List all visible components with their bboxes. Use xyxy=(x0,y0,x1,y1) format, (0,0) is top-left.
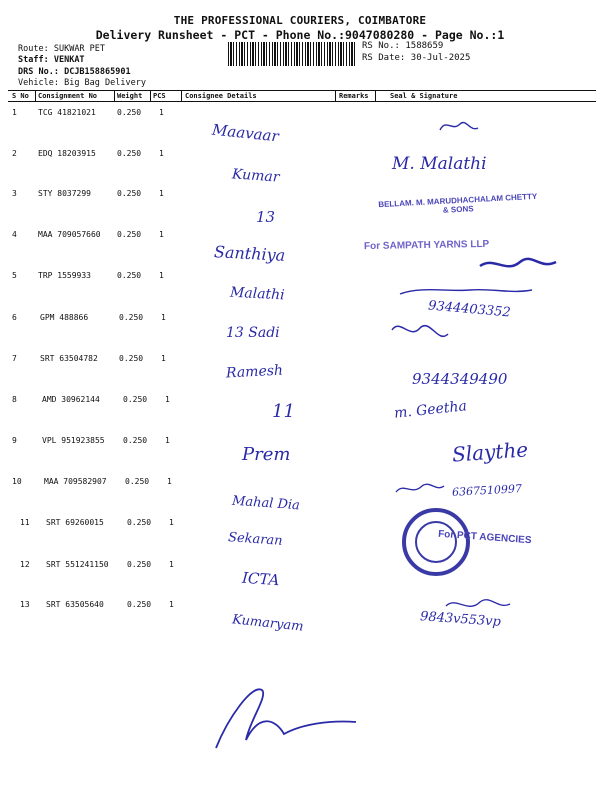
row-sno: 11 xyxy=(20,518,30,527)
row-pcs: 1 xyxy=(165,395,170,404)
row-pcs: 1 xyxy=(169,600,174,609)
handwritten-phone: 9344403352 xyxy=(427,298,512,321)
row-consignment: SRT 63505640 xyxy=(46,600,104,609)
row-consignment: GPM 488866 xyxy=(40,313,89,322)
company-stamp: For SAMPATH YARNS LLP xyxy=(363,238,490,253)
row-sno: 7 xyxy=(12,354,17,363)
row-sno: 4 xyxy=(12,230,17,239)
row-pcs: 1 xyxy=(165,436,170,445)
row-weight: 0.250 xyxy=(117,108,142,117)
handwritten-consignee-name: Maavaar xyxy=(211,120,280,146)
row-consignment: MAA 709057660 xyxy=(38,230,101,239)
handwritten-consignee-name: Mahal Dia xyxy=(231,493,301,514)
vehicle-line: Vehicle: Big Bag Delivery xyxy=(18,78,146,88)
handwritten-consignee-name: Prem xyxy=(242,444,291,465)
row-pcs: 1 xyxy=(161,313,166,322)
col-header-remarks: Remarks xyxy=(339,92,369,100)
vehicle-value: Big Bag Delivery xyxy=(64,78,146,88)
row-sno: 5 xyxy=(12,271,17,280)
col-header-sno: S No xyxy=(12,92,29,100)
handwritten-consignee-name: Kumar xyxy=(231,166,280,186)
handwritten-phone: 9344349490 xyxy=(412,370,508,388)
company-title: THE PROFESSIONAL COURIERS, COIMBATORE xyxy=(173,14,427,27)
row-consignment: SRT 63504782 xyxy=(40,354,98,363)
row-pcs: 1 xyxy=(159,189,164,198)
row-consignment: STY 8037299 xyxy=(38,189,91,198)
row-pcs: 1 xyxy=(159,230,164,239)
drs-line: DRS No.: DCJB158865901 xyxy=(18,67,131,77)
row-weight: 0.250 xyxy=(125,477,150,486)
route-value: SUKWAR PET xyxy=(53,44,106,54)
col-header-pcs: PCS xyxy=(153,92,166,100)
handwritten-consignee-name: Malathi xyxy=(229,284,286,304)
row-weight: 0.250 xyxy=(127,600,152,609)
row-pcs: 1 xyxy=(159,149,164,158)
row-sno: 1 xyxy=(12,108,17,117)
col-header-consignee: Consignee Details xyxy=(185,92,257,100)
row-consignment: EDQ 18203915 xyxy=(38,149,96,158)
row-consignment: SRT 551241150 xyxy=(46,560,109,569)
handwritten-consignee-name: Santhiya xyxy=(213,242,286,265)
row-pcs: 1 xyxy=(159,108,164,117)
row-weight: 0.250 xyxy=(117,189,142,198)
row-sno: 13 xyxy=(20,600,30,609)
row-sno: 10 xyxy=(12,477,22,486)
handwritten-consignee-name: Kumaryam xyxy=(231,612,305,635)
row-sno: 8 xyxy=(12,395,17,404)
row-weight: 0.250 xyxy=(117,149,142,158)
col-header-consignment: Consignment No xyxy=(38,92,98,100)
handwritten-signature: Slaythe xyxy=(451,437,529,467)
row-sno: 12 xyxy=(20,560,30,569)
row-weight: 0.250 xyxy=(123,436,148,445)
handwritten-consignee-name: 13 xyxy=(256,208,276,226)
row-sno: 2 xyxy=(12,149,17,158)
row-weight: 0.250 xyxy=(119,313,144,322)
staff-line: Staff: VENKAT xyxy=(18,55,85,65)
col-header-seal: Seal & Signature xyxy=(390,92,458,100)
row-sno: 6 xyxy=(12,313,17,322)
rs-date-value: 30-Jul-2025 xyxy=(410,53,471,63)
row-weight: 0.250 xyxy=(119,354,144,363)
row-pcs: 1 xyxy=(159,271,164,280)
drs-value: DCJB158865901 xyxy=(64,67,131,77)
handwritten-phone: 6367510997 xyxy=(451,482,523,499)
row-weight: 0.250 xyxy=(127,560,152,569)
row-pcs: 1 xyxy=(167,477,172,486)
row-pcs: 1 xyxy=(169,560,174,569)
row-sno: 9 xyxy=(12,436,17,445)
row-sno: 3 xyxy=(12,189,17,198)
col-header-weight: Weight xyxy=(117,92,143,100)
handwritten-phone: 9843v553vp xyxy=(419,609,502,630)
rs-date-line: RS Date: 30-Jul-2025 xyxy=(362,53,471,63)
company-stamp: BELLAM. M. MARUDHACHALAM CHETTY & SONS xyxy=(378,191,538,215)
runsheet-subtitle: Delivery Runsheet - PCT - Phone No.:9047080280 - Page No.:1 xyxy=(95,28,505,42)
handwritten-consignee-name: ICTA xyxy=(241,568,281,590)
row-weight: 0.250 xyxy=(123,395,148,404)
rs-no-value: 1588659 xyxy=(405,41,444,51)
row-consignment: AMD 30962144 xyxy=(42,395,100,404)
handwritten-consignee-name: 13 Sadi xyxy=(226,325,280,341)
handwritten-receiver-name: M. Malathi xyxy=(392,154,487,174)
route-line: Route: SUKWAR PET xyxy=(18,44,106,54)
row-consignment: MAA 709582907 xyxy=(44,477,107,486)
row-consignment: VPL 951923855 xyxy=(42,436,105,445)
row-consignment: SRT 69260015 xyxy=(46,518,104,527)
staff-value: VENKAT xyxy=(53,55,85,65)
row-weight: 0.250 xyxy=(117,230,142,239)
row-consignment: TCG 41821021 xyxy=(38,108,96,117)
handwritten-consignee-name: 11 xyxy=(272,401,295,422)
row-pcs: 1 xyxy=(161,354,166,363)
row-consignment: TRP 1559933 xyxy=(38,271,91,280)
row-weight: 0.250 xyxy=(127,518,152,527)
handwritten-consignee-name: Ramesh xyxy=(225,362,284,382)
rs-no-line: RS No.: 1588659 xyxy=(362,41,444,51)
handwritten-consignee-name: Sekaran xyxy=(227,530,284,549)
row-pcs: 1 xyxy=(169,518,174,527)
row-weight: 0.250 xyxy=(117,271,142,280)
handwritten-receiver-name: m. Geetha xyxy=(393,398,468,422)
company-stamp: For PCT AGENCIES xyxy=(437,528,532,547)
